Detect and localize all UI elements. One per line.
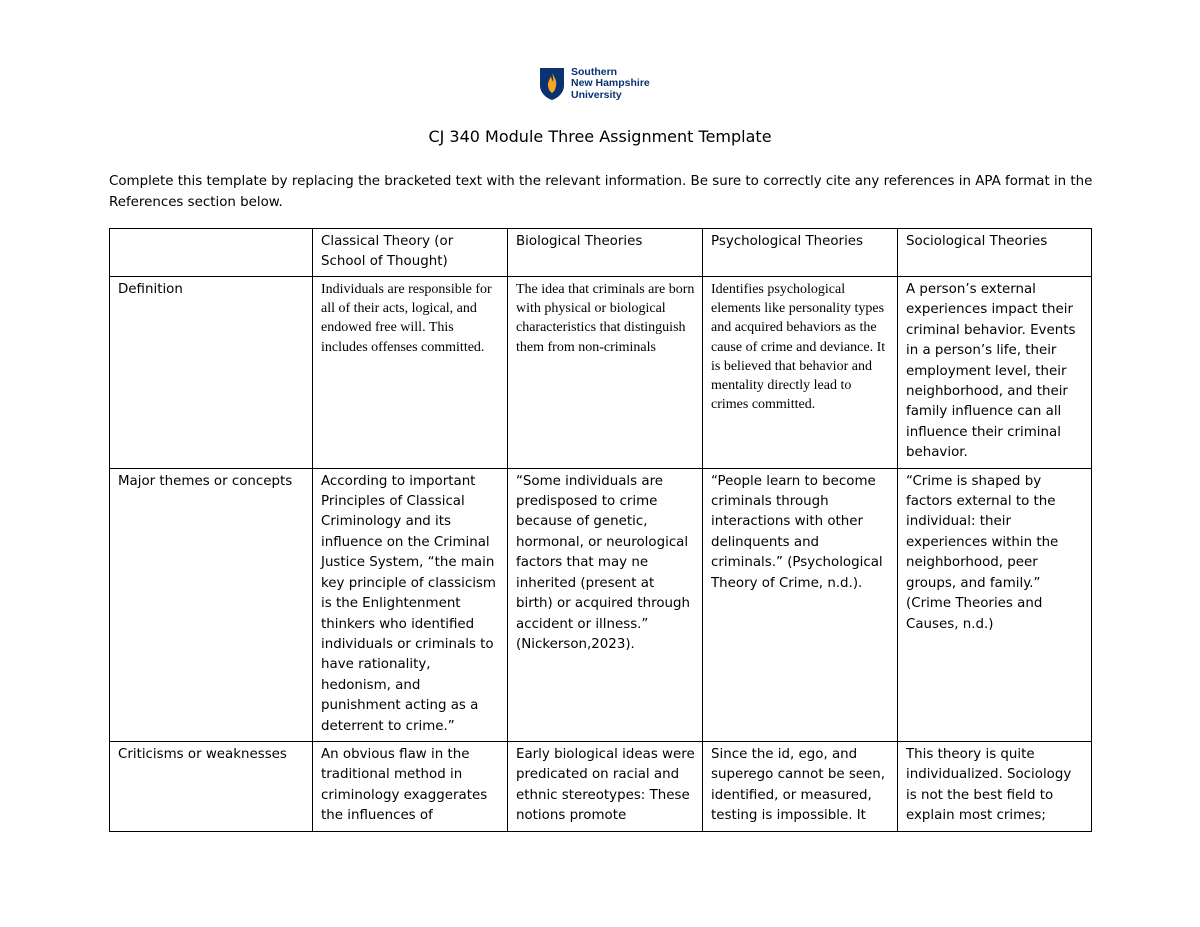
header-sociological-theories: Sociological Theories bbox=[898, 229, 1092, 277]
cell-definition-sociological: A person’s external experiences impact their criminal behavior. Events in a person’s life, their employment level, their neighborhood, and their family influence can all influence their criminal behavior. bbox=[898, 277, 1092, 469]
cell-definition-classical: Individuals are responsible for all of their acts, logical, and endowed free will. This includes offenses committed. bbox=[313, 277, 508, 469]
table-header-row bbox=[110, 229, 1092, 277]
table-row-criticisms bbox=[110, 741, 1092, 831]
logo-line-1: Southern bbox=[571, 65, 618, 78]
header-classical-theory: Classical Theory (or School of Thought) bbox=[313, 229, 508, 277]
cell-themes-classical: According to important Principles of Classical Criminology and its influence on the Criminal Justice System, “the main key principle of classicism is the Enlightenment thinkers who identified individuals or criminals to have rationality, hedonism, and punishment acting as a deterrent to crime.” bbox=[313, 468, 508, 741]
cell-themes-psychological: “People learn to become criminals through interactions with other delinquents and criminals.” (Psychological Theory of Crime, n.d.). bbox=[703, 468, 898, 741]
cell-criticisms-sociological: This theory is quite individualized. Sociology is not the best field to explain most crimes; bbox=[898, 741, 1092, 831]
logo-line-2: New Hampshire bbox=[571, 77, 650, 90]
header-psychological-theories: Psychological Theories bbox=[703, 229, 898, 277]
shield-flame-icon bbox=[539, 67, 565, 101]
row-label-major-themes: Major themes or concepts bbox=[110, 468, 313, 741]
row-label-criticisms: Criticisms or weaknesses bbox=[110, 741, 313, 831]
cell-themes-biological: “Some individuals are predisposed to crime because of genetic, hormonal, or neurological factors that may ne inherited (present at birth) or acquired through accident or illness.” (Nickerson,2023). bbox=[508, 468, 703, 741]
header-biological-theories: Biological Theories bbox=[508, 229, 703, 277]
header-empty-cell bbox=[110, 229, 313, 277]
row-label-definition: Definition bbox=[110, 277, 313, 469]
table-row-major-themes bbox=[110, 468, 1092, 741]
university-logo bbox=[539, 64, 669, 104]
cell-definition-biological: The idea that criminals are born with physical or biological characteristics that distinguish them from non-criminals bbox=[508, 277, 703, 469]
document-title: CJ 340 Module Three Assignment Template bbox=[428, 127, 772, 146]
cell-criticisms-psychological: Since the id, ego, and superego cannot be seen, identified, or measured, testing is impossible. It bbox=[703, 741, 898, 831]
university-wordmark bbox=[571, 67, 650, 102]
instructions-paragraph: Complete this template by replacing the bracketed text with the relevant information. Be sure to correctly cite any references in APA format in the References section below. bbox=[109, 174, 1093, 210]
cell-definition-psychological: Identifies psychological elements like personality types and acquired behaviors as the cause of crime and deviance. It is believed that behavior and mentality directly lead to crimes committed. bbox=[703, 277, 898, 469]
theory-comparison-table bbox=[109, 228, 1092, 832]
logo-line-3: University bbox=[571, 88, 622, 101]
cell-themes-sociological: “Crime is shaped by factors external to the individual: their experiences within the neighborhood, peer groups, and family.” (Crime Theories and Causes, n.d.) bbox=[898, 468, 1092, 741]
cell-criticisms-classical: An obvious flaw in the traditional method in criminology exaggerates the influences of bbox=[313, 741, 508, 831]
table-row-definition bbox=[110, 277, 1092, 469]
cell-criticisms-biological: Early biological ideas were predicated on racial and ethnic stereotypes: These notions promote bbox=[508, 741, 703, 831]
